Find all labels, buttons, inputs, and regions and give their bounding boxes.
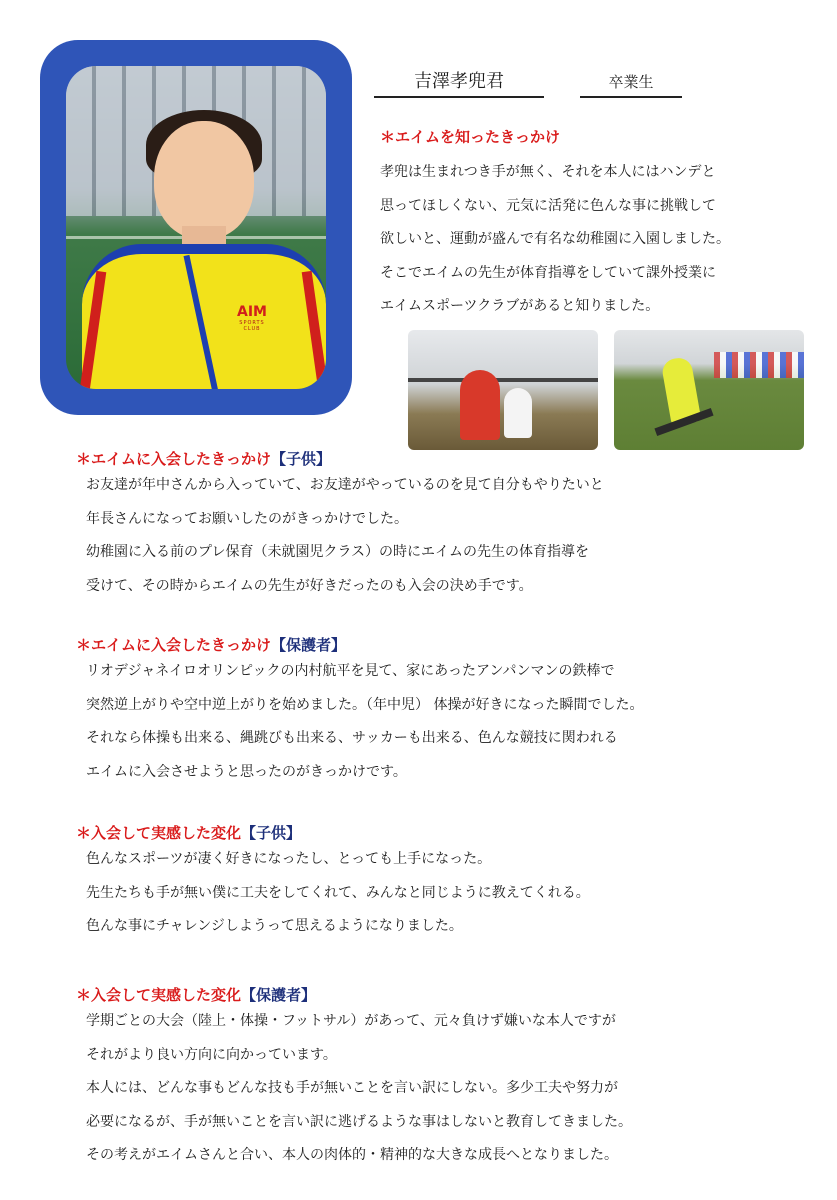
aim-logo-text: AIM — [237, 304, 267, 320]
section-heading-red: ＊エイムに入会したきっかけ — [76, 636, 272, 654]
section-heading — [76, 634, 796, 655]
intro-line: 欲しいと、運動が盛んで有名な幼稚園に入園しました。 — [380, 231, 730, 247]
section-line: 必要になるが、手が無いことを言い訳に逃げるような事はしないと教育してきました。 — [86, 1113, 632, 1130]
section-heading-red: ＊エイムに入会したきっかけ — [76, 450, 272, 468]
intro-line: そこでエイムの先生が体育指導をしていて課外授業に — [380, 264, 716, 281]
section-change-child — [76, 822, 796, 944]
section-heading-blue: 【子供】 — [271, 450, 332, 468]
section-body — [86, 1005, 796, 1173]
intro-line: エイムスポーツクラブがあると知りました。 — [380, 298, 660, 314]
portrait-frame — [40, 40, 352, 415]
section-heading — [76, 822, 796, 843]
section-line: その考えがエイムさんと合い、本人の肉体的・精神的な大きな成長へとなりました。 — [86, 1147, 618, 1163]
coach-figure — [460, 370, 500, 440]
crowd — [714, 352, 804, 378]
section-join-reason-child — [76, 448, 796, 603]
jacket — [82, 244, 326, 389]
aim-logo-sub: SPORTS CLUB — [239, 320, 265, 332]
section-line: 受けて、その時からエイムの先生が好きだったのも入会の決め手です。 — [86, 577, 533, 594]
portrait-photo — [66, 66, 326, 389]
section-heading-red: ＊入会して実感した変化 — [76, 824, 242, 842]
section-line: 幼稚園に入る前のプレ保育（未就園児クラス）の時にエイムの先生の体育指導を — [86, 544, 590, 560]
section-change-parent — [76, 984, 796, 1173]
section-heading — [76, 984, 796, 1005]
section-line: 先生たちも手が無い僕に工夫をしてくれて、みんなと同じように教えてくれる。 — [86, 884, 590, 901]
section-heading-blue: 【保護者】 — [271, 636, 347, 654]
relay-photo — [614, 330, 804, 450]
section-body — [86, 843, 796, 944]
section-line: 突然逆上がりや空中逆上がりを始めました。（年中児） 体操が好きになった瞬間でした。 — [86, 696, 644, 713]
section-line: 学期ごとの大会（陸上・体操・フットサル）があって、元々負けず嫌いな本人ですが — [86, 1013, 616, 1029]
section-line: お友達が年中さんから入っていて、お友達がやっているのを見て自分もやりたいと — [86, 477, 604, 493]
section-heading-blue: 【保護者】 — [241, 986, 317, 1004]
gym-bar — [408, 378, 598, 382]
section-body — [86, 655, 796, 789]
intro-line: 思ってほしくない、元気に活発に色んな事に挑戦して — [380, 197, 716, 214]
section-line: リオデジャネイロオリンピックの内村航平を見て、家にあったアンパンマンの鉄棒で — [86, 663, 615, 679]
section-line: それがより良い方向に向かっています。 — [86, 1046, 337, 1063]
intro-body — [380, 156, 820, 324]
intro-line: 孝兜は生まれつき手が無く、それを本人にはハンデと — [380, 164, 716, 180]
section-line: それなら体操も出来る、縄跳びも出来る、サッカーも出来る、色んな競技に関われる — [86, 730, 618, 746]
section-heading-blue: 【子供】 — [241, 824, 302, 842]
section-line: 本人には、どんな事もどんな技も手が無いことを言い訳にしない。多少工夫や努力が — [86, 1080, 618, 1096]
section-line: 年長さんになってお願いしたのがきっかけでした。 — [86, 510, 408, 527]
section-heading — [76, 448, 796, 469]
section-line: エイムに入会させようと思ったのがきっかけです。 — [86, 763, 407, 780]
intro-heading: ＊エイムを知ったきっかけ — [380, 128, 561, 146]
child-figure — [504, 388, 532, 438]
face — [154, 121, 254, 239]
section-line: 色んなスポーツが凄く好きになったし、とっても上手になった。 — [86, 851, 492, 867]
aim-logo — [230, 304, 274, 330]
section-join-reason-parent — [76, 634, 796, 789]
section-line: 色んな事にチャレンジしようって思えるようになりました。 — [86, 918, 463, 934]
student-name: 吉澤孝兜君 — [374, 70, 544, 98]
graduate-status: 卒業生 — [580, 70, 682, 98]
gym-photo — [408, 330, 598, 450]
section-heading-red: ＊入会して実感した変化 — [76, 986, 242, 1004]
section-body — [86, 469, 796, 603]
